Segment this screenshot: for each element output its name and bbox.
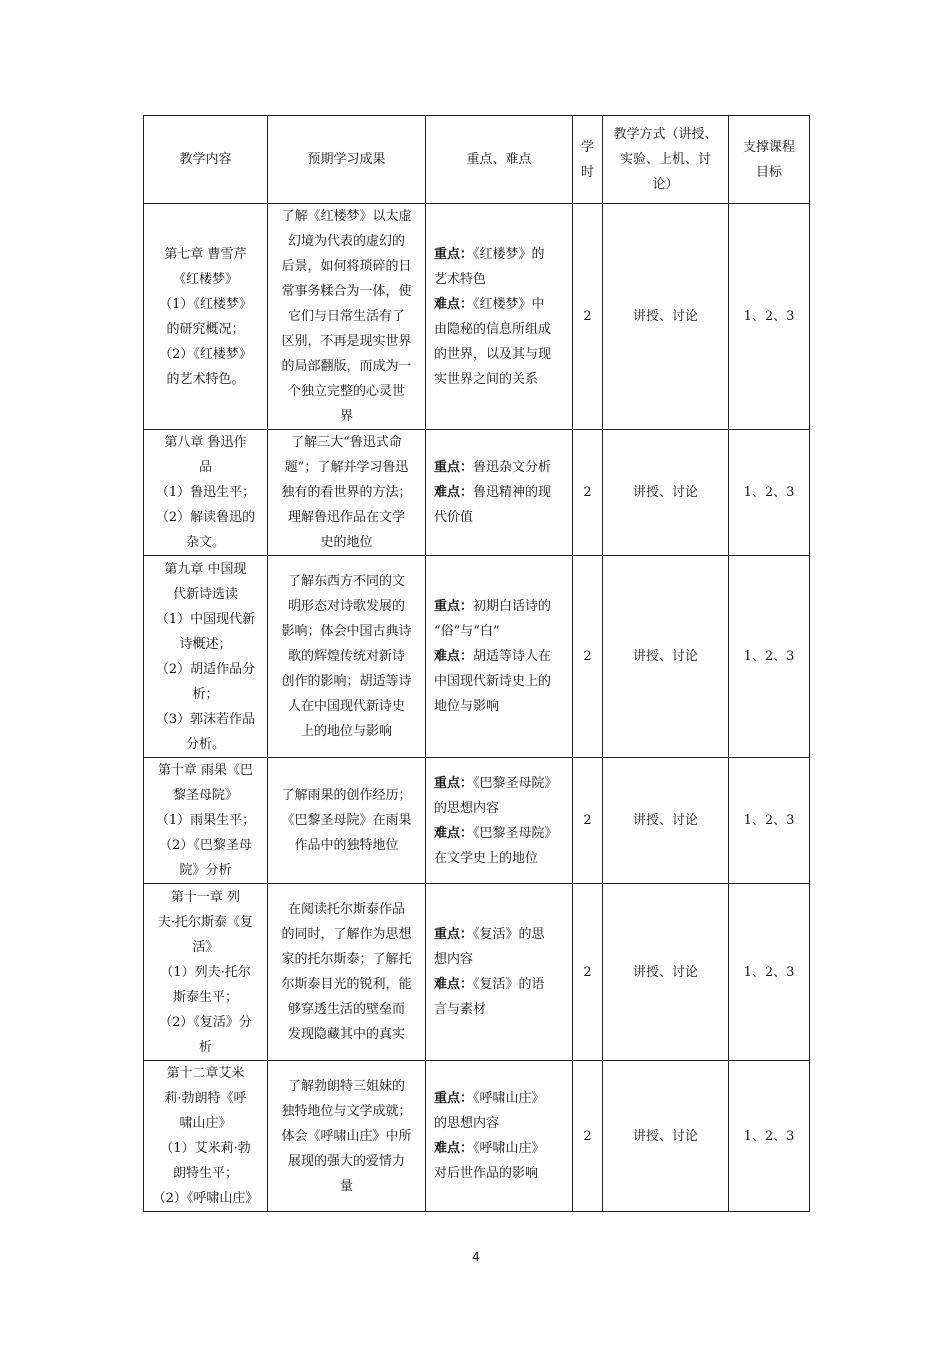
cell-hours: 2 [573,430,603,556]
outcome-line: 发现隐藏其中的真实 [287,1027,405,1042]
outcome-line: 明形态对诗歌发展的 [287,599,405,614]
cell-hours: 2 [573,758,603,884]
cell-goals: 1、2、3 [729,430,810,556]
outcome-line: 常事务糅合为一体，使 [281,284,412,299]
outcome-line: 家的托尔斯泰；了解托 [281,952,412,967]
outcome-line: 上的地位与影响 [300,724,392,739]
table-row [144,556,810,758]
cell-outcome [268,1061,426,1212]
difficulty-line [434,997,564,1022]
header-line: 教学方式（讲授、 [613,127,718,142]
key-point-line [434,242,564,267]
cell-outcome [268,430,426,556]
key-point-text: 的思想内容 [434,1116,500,1131]
difficulty-text: 《红楼梦》中 [473,296,545,312]
outcome-line: 量 [339,1178,353,1194]
content-line: （2）解读鲁迅的 [155,510,256,525]
difficulty-text: 《呼啸山庄》 [473,1141,545,1156]
content-line: 活》 [192,939,219,955]
outcome-line: 创作的影响；胡适等诗 [281,674,412,689]
content-line: 第十二章艾米 [166,1066,245,1081]
key-point-text: 《巴黎圣母院》 [473,775,558,791]
content-line: 杂文。 [185,535,225,550]
header-line: 目标 [755,164,782,180]
content-line: 《红楼梦》 [172,271,238,287]
cell-method: 讲授、讨论 [603,204,729,430]
difficulty-line [434,821,564,846]
difficulty-label: 难点： [434,1141,474,1156]
content-line: 莉·勃朗特《呼 [164,1091,247,1106]
outcome-line: 的同时，了解作为思想 [281,927,412,942]
key-point-text: 艺术特色 [434,271,487,287]
cell-content [144,204,268,430]
content-line: （1）鲁迅生平； [155,485,256,500]
outcome-line: 作品中的独特地位 [294,838,399,853]
outcome-line: 个独立完整的心灵世 [287,384,405,399]
key-point-text: 初期白话诗的 [473,599,552,614]
difficulty-line [434,505,564,530]
cell-method: 讲授、讨论 [603,884,729,1061]
outcome-line: 尔斯泰目光的锐利，能 [281,977,412,992]
table-row [144,1061,810,1212]
key-label: 重点： [434,927,474,942]
cell-key-points [426,204,573,430]
content-line: （1）中国现代新 [155,611,256,627]
content-line: 院》分析 [179,863,232,878]
content-line: 代新诗选读 [172,586,238,602]
key-point-line [434,455,564,480]
difficulty-text: 胡适等诗人在 [473,649,552,664]
difficulty-line [434,644,564,669]
content-line: 的研究概况； [166,321,245,337]
cell-goals: 1、2、3 [729,1061,810,1212]
key-point-line [434,619,564,644]
outcome-line: 独有的看世界的方法； [281,485,412,500]
cell-method: 讲授、讨论 [603,1061,729,1212]
cell-outcome [268,884,426,1061]
key-point-line [434,947,564,972]
content-line: 析； [192,686,219,702]
cell-key-points [426,1061,573,1212]
difficulty-line [434,972,564,997]
outcome-line: 人在中国现代新诗史 [287,699,405,714]
key-point-text: 的思想内容 [434,800,500,816]
content-line: 第十一章 列 [170,889,241,905]
key-point-text: “俗”与“白” [434,624,500,639]
cell-hours: 2 [573,556,603,758]
content-line: 啸山庄》 [179,1116,232,1131]
content-line: 黎圣母院》 [172,788,238,803]
difficulty-text: 地位与影响 [434,699,500,714]
cell-outcome [268,556,426,758]
outcome-line: 够穿透生活的壁垒而 [287,1002,405,1017]
header-line: 支撑课程 [742,139,795,155]
outcome-line: 在阅读托尔斯泰作品 [287,902,405,917]
header-key-points: 重点、难点 [426,116,573,204]
content-line: （2）《呼啸山庄》 [152,1191,259,1206]
key-point-text: 《复活》的思 [473,927,545,942]
cell-content [144,430,268,556]
cell-content [144,556,268,758]
content-line: 诗概述； [179,636,232,652]
difficulty-line [434,292,564,317]
content-line: （1）艾米莉·勃 [160,1141,251,1156]
cell-hours: 2 [573,884,603,1061]
cell-outcome [268,758,426,884]
difficulty-line [434,694,564,719]
content-line: 第十章 雨果《巴 [157,763,254,778]
difficulty-text: 实世界之间的关系 [434,371,539,387]
content-line: （1）列夫·托尔 [160,964,251,980]
header-method [603,116,729,204]
table-row [144,758,810,884]
difficulty-line [434,342,564,367]
outcome-line: 幻境为代表的虚幻的 [287,234,405,249]
outcome-line: 界 [339,409,353,424]
table-row [144,884,810,1061]
key-label: 重点： [434,1091,474,1106]
outcome-line: 区别，不再是现实世界 [281,334,412,349]
table-row [144,204,810,430]
header-goal [729,116,810,204]
difficulty-line [434,317,564,342]
difficulty-text: 对后世作品的影响 [434,1166,539,1181]
content-line: 夫·托尔斯泰《复 [157,914,254,930]
key-point-text: 《呼啸山庄》 [473,1091,545,1106]
cell-goals: 1、2、3 [729,758,810,884]
outcome-line: 了解三大“鲁迅式命 [291,435,402,450]
syllabus-table [143,115,810,1212]
cell-goals: 1、2、3 [729,204,810,430]
key-label: 重点： [434,460,474,475]
cell-hours: 2 [573,1061,603,1212]
outcome-line: 它们与日常生活有了 [287,309,405,324]
table-header-row [144,116,810,204]
header-line: 实验、上机、讨论） [619,152,711,192]
cell-key-points [426,556,573,758]
content-line: 分析。 [185,736,225,752]
key-point-line [434,267,564,292]
difficulty-line [434,846,564,871]
header-content: 教学内容 [144,116,268,204]
content-line: （2）《巴黎圣母 [159,838,252,853]
difficulty-text: 在文学史上的地位 [434,850,539,866]
header-hours: 学时 [573,116,603,204]
outcome-line: 题”；了解并学习鲁迅 [284,460,409,475]
outcome-line: 了解《红楼梦》以太虚 [281,209,412,224]
outcome-line: 了解雨果的创作经历； [281,788,412,803]
key-point-line [434,771,564,796]
difficulty-line [434,1136,564,1161]
outcome-line: 歌的辉煌传统对新诗 [287,649,405,664]
content-line: 的艺术特色。 [166,371,245,387]
cell-content [144,758,268,884]
difficulty-text: 《复活》的语 [473,977,545,992]
difficulty-line [434,1161,564,1186]
key-point-line [434,922,564,947]
cell-method: 讲授、讨论 [603,758,729,884]
cell-content [144,884,268,1061]
difficulty-text: 中国现代新诗史上的 [434,674,552,689]
content-line: （1）《红楼梦》 [159,296,252,312]
cell-content [144,1061,268,1212]
content-line: （3）郭沫若作品 [155,711,256,727]
content-line: （2）《复活》分 [159,1014,252,1030]
key-point-text: 《红楼梦》的 [473,246,545,262]
difficulty-line [434,480,564,505]
content-line: 品 [198,460,212,475]
outcome-line: 独特地位与文学成就； [281,1103,412,1119]
key-point-line [434,796,564,821]
key-point-text: 想内容 [434,952,474,967]
cell-key-points [426,884,573,1061]
content-line: （2）《红楼梦》 [159,346,252,362]
content-line: 朗特生平； [172,1166,238,1181]
cell-hours: 2 [573,204,603,430]
difficulty-text: 的世界，以及其与现 [434,346,552,362]
content-line: 第八章 鲁迅作 [164,435,247,450]
outcome-line: 后景，如何将琐碎的日 [281,259,412,274]
difficulty-line [434,367,564,392]
difficulty-text: 《巴黎圣母院》 [473,825,558,841]
content-line: 析 [198,1039,212,1055]
key-point-line [434,1086,564,1111]
key-point-line [434,594,564,619]
difficulty-label: 难点： [434,296,474,312]
page-number: 4 [472,1250,480,1264]
content-line: 第七章 曹雪芹 [164,246,247,262]
content-line: （2）胡适作品分 [155,661,256,677]
outcome-line: 展现的强大的爱情力 [287,1153,405,1169]
difficulty-text: 由隐秘的信息所组成 [434,321,552,337]
outcome-line: 的局部翻版，而成为一 [281,359,412,374]
difficulty-text: 代价值 [434,510,474,525]
outcome-line: 体会《呼啸山庄》中所 [281,1128,412,1144]
cell-goals: 1、2、3 [729,884,810,1061]
key-point-text: 鲁迅杂文分析 [473,460,552,475]
difficulty-line [434,669,564,694]
cell-goals: 1、2、3 [729,556,810,758]
outcome-line: 史的地位 [320,535,373,550]
content-line: 斯泰生平； [172,989,238,1005]
cell-outcome [268,204,426,430]
content-line: （1）雨果生平； [155,813,256,828]
outcome-line: 了解勃朗特三姐妹的 [287,1078,405,1094]
table-body [144,204,810,1212]
outcome-line: 了解东西方不同的文 [287,574,405,589]
difficulty-label: 难点： [434,825,474,841]
difficulty-label: 难点： [434,649,474,664]
cell-key-points [426,758,573,884]
content-line: 第九章 中国现 [164,561,247,577]
outcome-line: 理解鲁迅作品在文学 [287,510,405,525]
table-row [144,430,810,556]
difficulty-text: 鲁迅精神的现 [473,485,552,500]
key-label: 重点： [434,246,474,262]
key-label: 重点： [434,775,474,791]
difficulty-label: 难点： [434,977,474,992]
cell-method: 讲授、讨论 [603,430,729,556]
cell-key-points [426,430,573,556]
header-outcome: 预期学习成果 [268,116,426,204]
key-label: 重点： [434,599,474,614]
outcome-line: 《巴黎圣母院》在雨果 [281,813,412,828]
outcome-line: 影响；体会中国古典诗 [281,624,412,639]
difficulty-text: 言与素材 [434,1002,487,1017]
difficulty-label: 难点： [434,485,474,500]
key-point-line [434,1111,564,1136]
cell-method: 讲授、讨论 [603,556,729,758]
